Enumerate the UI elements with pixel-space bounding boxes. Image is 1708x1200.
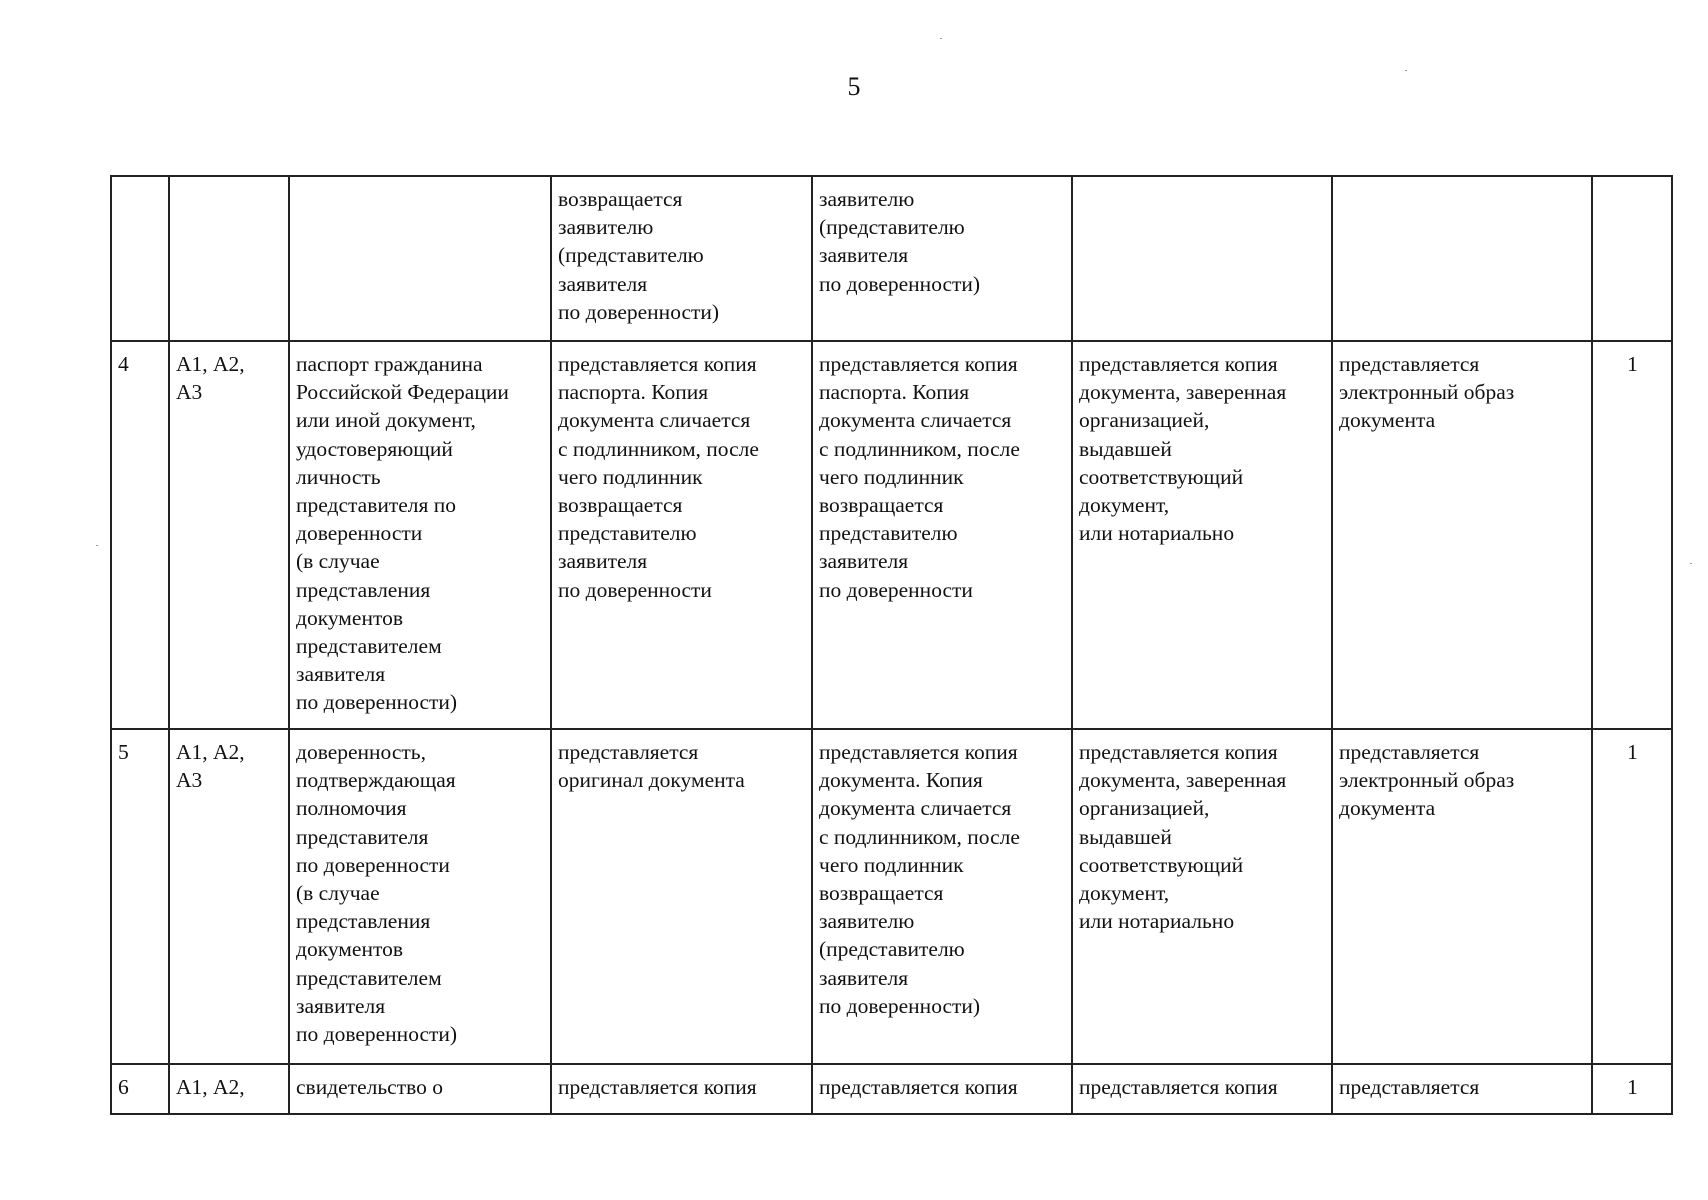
copies-count-cell (1592, 176, 1672, 341)
table-row (111, 176, 1672, 341)
applicant-category-cell: А1, А2, (169, 1064, 289, 1114)
applicant-category-cell: А1, А2, А3 (169, 729, 289, 1064)
table-row (111, 729, 1672, 1064)
requirement-cell-col7 (1332, 176, 1592, 341)
requirement-cell-col5: представляется копия паспорта. Копия документа сличается с подлинником, после чего подлинник возвращается представителю заявителя по доверенности (812, 341, 1072, 729)
row-number-cell (111, 176, 169, 341)
requirement-cell-col5: представляется копия (812, 1064, 1072, 1114)
requirement-cell-col4: представляется копия (551, 1064, 812, 1114)
requirement-cell-col5: заявителю (представителю заявителя по доверенности) (812, 176, 1072, 341)
requirement-cell-col7: представляется электронный образ документа (1332, 341, 1592, 729)
copies-count-cell: 1 (1592, 729, 1672, 1064)
page-number: 5 (847, 72, 861, 101)
requirement-cell-col6 (1072, 176, 1332, 341)
scan-artifact (940, 38, 942, 39)
requirement-cell-col7: представляется (1332, 1064, 1592, 1114)
document-name-cell (289, 176, 551, 341)
document-name-cell: доверенность, подтверждающая полномочия представителя по доверенности (в случае представления документов представителем заявителя по доверенности) (289, 729, 551, 1064)
applicant-category-cell (169, 176, 289, 341)
table-row (111, 1064, 1672, 1114)
requirement-cell-col4: представляется оригинал документа (551, 729, 812, 1064)
copies-count-cell: 1 (1592, 341, 1672, 729)
document-name-cell: паспорт гражданина Российской Федерации или иной документ, удостоверяющий личность представителя по доверенности (в случае представления документов представителем заявителя по доверенности) (289, 341, 551, 729)
requirement-cell-col4: представляется копия паспорта. Копия документа сличается с подлинником, после чего подлинник возвращается представителю заявителя по доверенности (551, 341, 812, 729)
table-row (111, 341, 1672, 729)
row-number-cell: 4 (111, 341, 169, 729)
scan-artifact (96, 545, 98, 546)
copies-count-cell: 1 (1592, 1064, 1672, 1114)
requirement-cell-col6: представляется копия (1072, 1064, 1332, 1114)
scan-artifact (1690, 563, 1692, 564)
row-number-cell: 5 (111, 729, 169, 1064)
scan-artifact (1405, 70, 1407, 71)
row-number-cell: 6 (111, 1064, 169, 1114)
requirement-cell-col6: представляется копия документа, заверенная организацией, выдавшей соответствующий документ, или нотариально (1072, 729, 1332, 1064)
requirements-table (110, 175, 1673, 1115)
requirement-cell-col5: представляется копия документа. Копия документа сличается с подлинником, после чего подлинник возвращается заявителю (представителю заявителя по доверенности) (812, 729, 1072, 1064)
requirement-cell-col7: представляется электронный образ документа (1332, 729, 1592, 1064)
requirement-cell-col4: возвращается заявителю (представителю заявителя по доверенности) (551, 176, 812, 341)
applicant-category-cell: А1, А2, А3 (169, 341, 289, 729)
document-name-cell: свидетельство о (289, 1064, 551, 1114)
requirement-cell-col6: представляется копия документа, заверенная организацией, выдавшей соответствующий документ, или нотариально (1072, 341, 1332, 729)
